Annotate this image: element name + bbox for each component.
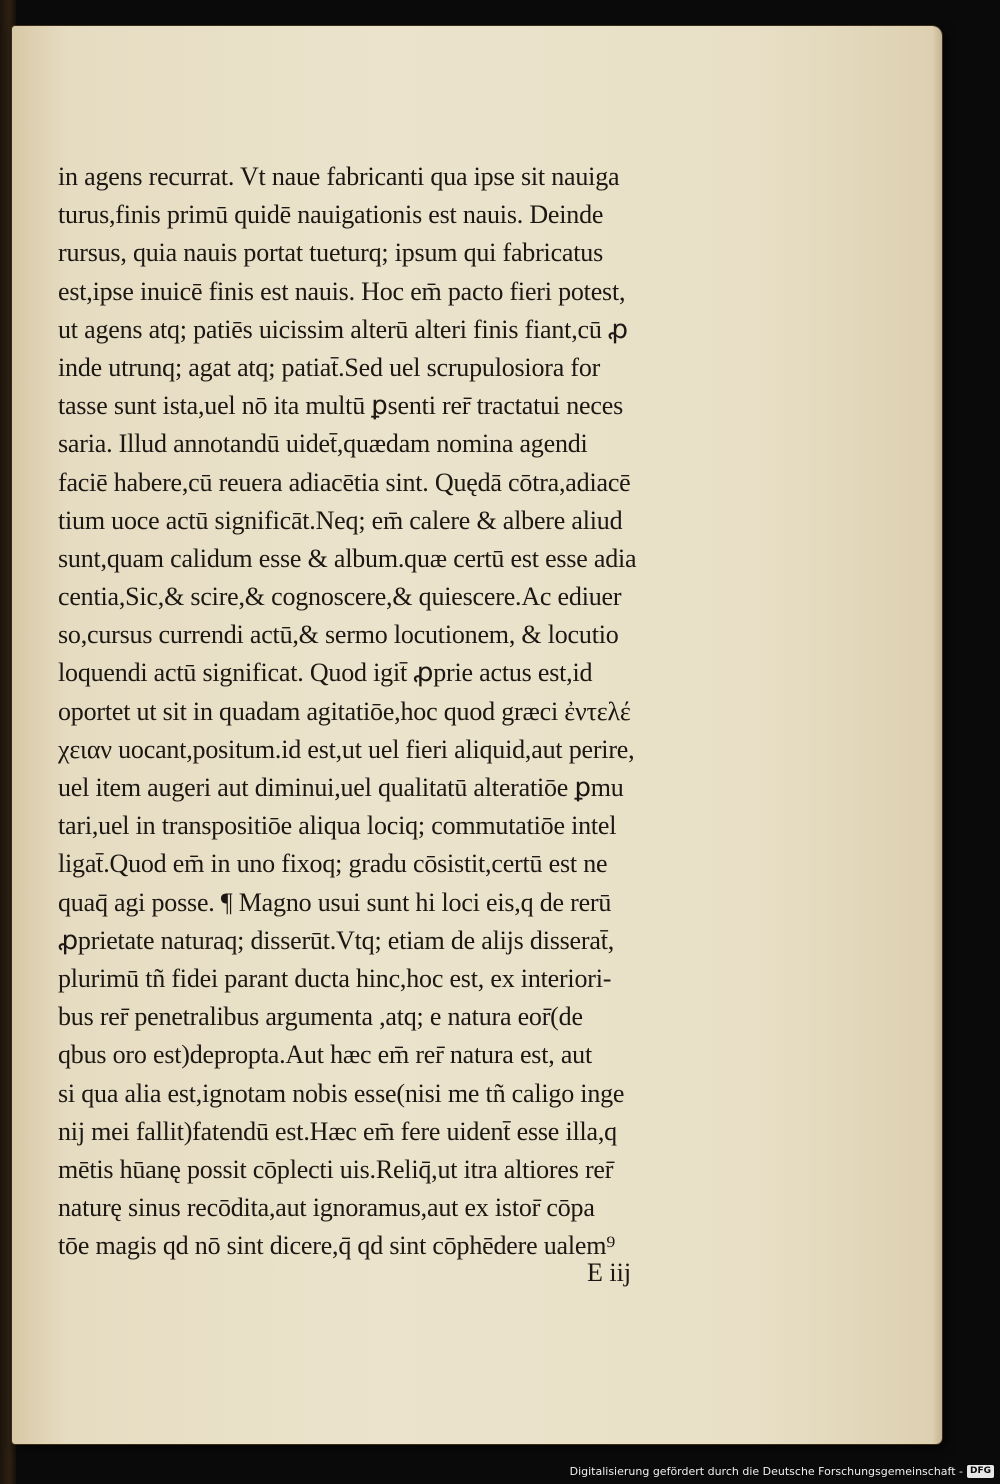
text-line: saria. Illud annotandū uidet̄,quædam nomina agendi xyxy=(58,429,588,459)
text-line: in agens recurrat. Vt naue fabricanti qua ipse sit nauiga xyxy=(58,162,620,191)
text-line: ꝓprietate naturaq; disserūt.Vtq; etiam de alijs disserat̄, xyxy=(58,925,615,955)
text-line: loquendi actū significat. Quod igit̄ ꝓprie actus est,id xyxy=(58,658,593,688)
text-line: mētis hūanę possit cōplecti uis.Reliq̄,ut itra altiores rer̄ xyxy=(58,1154,614,1184)
text-line: so,cursus currendi actū,& sermo locutionem, & locutio xyxy=(58,620,619,650)
text-line: ut agens atq; patiēs uicissim alterū alteri finis fiant,cū ꝓ xyxy=(58,314,628,344)
text-line: inde utrunq; agat atq; patiat̄.Sed uel scrupulosiora for xyxy=(58,352,601,382)
text-line: tium uoce actū significāt.Neq; em̄ calere & albere aliud xyxy=(58,505,623,535)
signature-mark: E iij xyxy=(587,1258,632,1287)
text-line: si qua alia est,ignotam nobis esse(nisi me tñ caligo inge xyxy=(58,1078,625,1108)
page-text-block xyxy=(58,158,738,1265)
book-page xyxy=(12,26,942,1444)
text-line: uel item augeri aut diminui,uel qualitatū alteratiōe ꝑmu xyxy=(58,773,624,802)
text-line: est,ipse inuicē finis est nauis. Hoc em̄ pacto fieri potest, xyxy=(58,276,626,306)
text-line: χειαν uocant,positum.id est,ut uel fieri aliquid,aut perire, xyxy=(58,734,635,764)
text-line: naturę sinus recōdita,aut ignoramus,aut ex istor̄ cōpa xyxy=(58,1193,595,1223)
footer-credit-text: Digitalisierung gefördert durch die Deutsche Forschungsgemeinschaft - xyxy=(569,1465,963,1478)
text-line: tasse sunt ista,uel nō ita multū ꝑsenti rer̄ tractatui neces xyxy=(58,391,623,421)
page-edge-shadow xyxy=(932,26,942,1444)
text-line: oportet ut sit in quadam agitatiōe,hoc quod græci ἐντελέ xyxy=(58,696,631,726)
text-line: bus rer̄ penetralibus argumenta ,atq; e natura eor̄(de xyxy=(58,1002,583,1032)
text-line: turus,finis primū quidē nauigationis est nauis. Deinde xyxy=(58,200,604,230)
dfg-logo-icon: DFG xyxy=(967,1465,994,1478)
text-line: tōe magis qd nō sint dicere,q̄ qd sint cōphēdere ualem⁹ xyxy=(58,1231,616,1261)
digitization-footer xyxy=(570,1465,994,1478)
text-line: quaq̄ agi posse. ¶ Magno usui sunt hi loci eis,q de rerū xyxy=(58,887,612,917)
text-line: centia,Sic,& scire,& cognoscere,& quiescere.Ac ediuer xyxy=(58,582,622,612)
text-line: plurimū tñ fidei parant ducta hinc,hoc est, ex interiori- xyxy=(58,963,612,993)
text-line: ligat̄.Quod em̄ in uno fixoq; gradu cōsistit,certū est ne xyxy=(58,849,608,879)
text-line: sunt,quam calidum esse & album.quæ certū est esse adia xyxy=(58,543,637,573)
text-line: faciē habere,cū reuera adiacētia sint. Quędā cōtra,adiacē xyxy=(58,467,631,497)
text-line: nij mei fallit)fatendū est.Hæc em̄ fere uident̄ esse illa,q xyxy=(58,1116,617,1146)
text-line: qbus oro est)depropta.Aut hæc em̄ rer̄ natura est, aut xyxy=(58,1040,592,1070)
text-line: rursus, quia nauis portat tueturq; ipsum qui fabricatus xyxy=(58,238,604,268)
text-line: tari,uel in transpositiōe aliqua lociq; commutatiōe intel xyxy=(58,811,617,841)
